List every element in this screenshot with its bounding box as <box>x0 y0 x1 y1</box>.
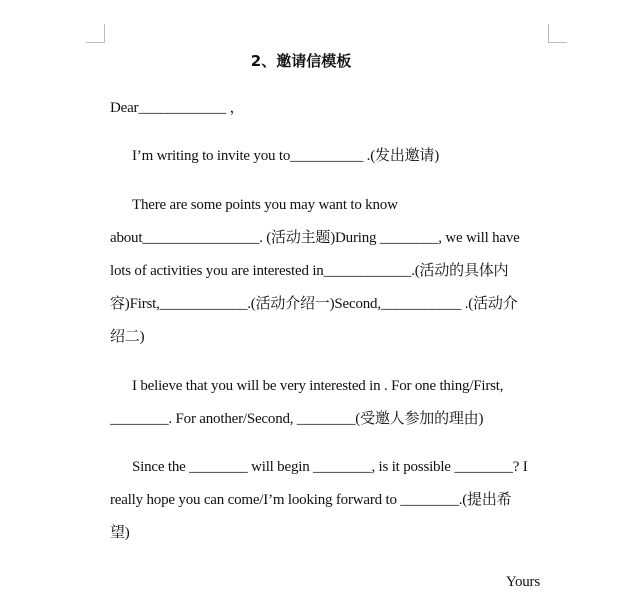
closing-line: Yours <box>505 574 540 590</box>
paragraph-2-line-2: about________________. (活动主题)During ________, we will have <box>110 230 520 246</box>
paragraph-3-line-1: I believe that you will be very interested in . For one thing/First, <box>132 378 504 394</box>
margin-corner-mark-top-left <box>86 24 105 43</box>
paragraph-4-line-1: Since the ________ will begin ________, is it possible ________? I <box>132 459 528 475</box>
paragraph-4-line-3: 望) <box>110 525 130 541</box>
paragraph-1-line-1: I’m writing to invite you to__________ .(发出邀请) <box>132 148 440 164</box>
paragraph-4-line-2: really hope you can come/I’m looking forward to ________.(提出希 <box>110 492 512 508</box>
paragraph-2-line-5: 绍二) <box>110 329 145 345</box>
paragraph-2-line-1: There are some points you may want to know <box>132 197 398 213</box>
document-title: 2、邀请信模板 <box>250 52 352 70</box>
paragraph-3-line-2: ________. For another/Second, ________(受邀人参加的理由) <box>110 411 484 427</box>
margin-corner-mark-top-right <box>548 24 567 43</box>
salutation-line: Dear____________ ， <box>110 100 245 116</box>
paragraph-2-line-3: lots of activities you are interested in____________.(活动的具体内 <box>110 263 509 279</box>
paragraph-2-line-4: 容)First,____________.(活动介绍一)Second,___________ .(活动介 <box>110 296 518 312</box>
